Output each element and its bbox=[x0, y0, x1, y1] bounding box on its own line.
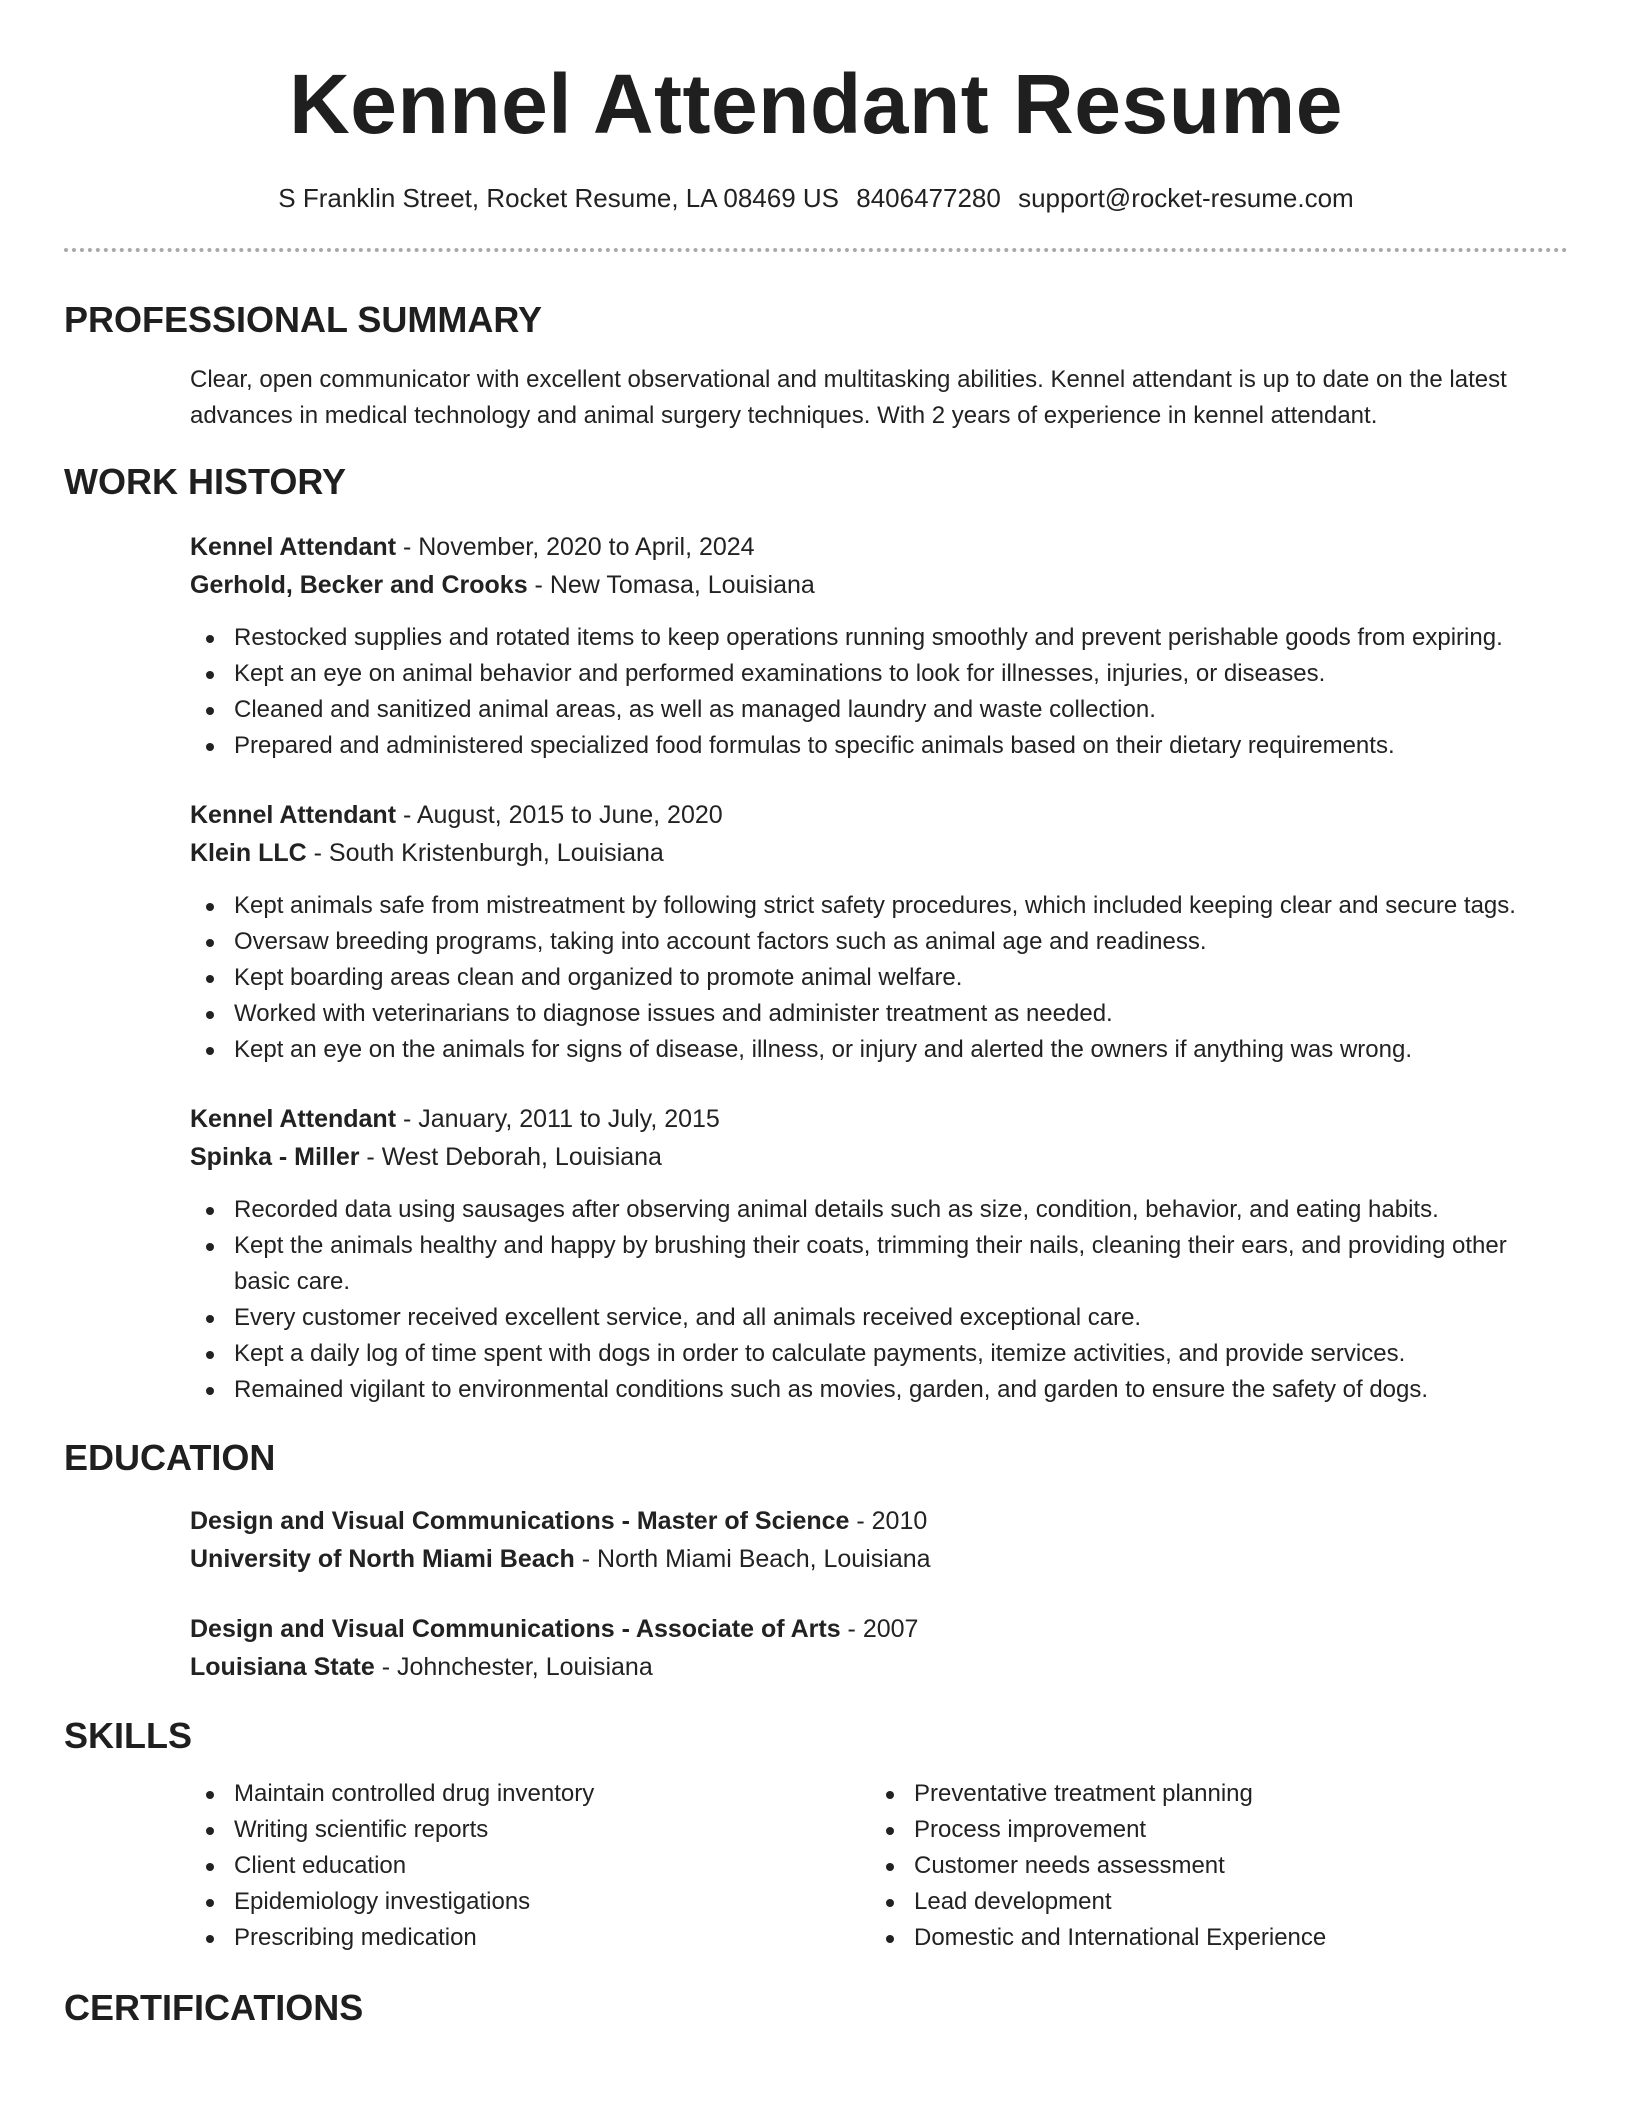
header-divider bbox=[64, 248, 1568, 252]
job-bullets bbox=[190, 620, 1568, 764]
skills-grid bbox=[190, 1776, 1568, 1956]
degree-line bbox=[190, 1610, 1568, 1648]
list-item: Kept an eye on the animals for signs of disease, illness, or injury and alerted the owners if anything was wrong. bbox=[190, 1032, 1568, 1068]
list-item: Recorded data using sausages after observing animal details such as size, condition, behavior, and eating habits. bbox=[190, 1192, 1568, 1228]
certifications-heading: CERTIFICATIONS bbox=[64, 1987, 364, 2028]
education-entry bbox=[190, 1610, 1568, 1686]
job-company: Klein LLC bbox=[190, 839, 307, 867]
job-dates: - January, 2011 to July, 2015 bbox=[396, 1105, 720, 1133]
job-bullets bbox=[190, 1192, 1568, 1408]
work-history-heading: WORK HISTORY bbox=[64, 461, 347, 502]
skill-item: Domestic and International Experience bbox=[870, 1920, 1550, 1956]
skill-item: Client education bbox=[190, 1848, 870, 1884]
school: University of North Miami Beach bbox=[190, 1545, 575, 1573]
skill-item: Preventative treatment planning bbox=[870, 1776, 1550, 1812]
contact-line bbox=[64, 178, 1568, 218]
school-line bbox=[190, 1648, 1568, 1686]
job-title-line bbox=[190, 796, 1568, 834]
list-item: Every customer received excellent service, and all animals received exceptional care. bbox=[190, 1300, 1568, 1336]
education-heading: EDUCATION bbox=[64, 1437, 276, 1478]
list-item: Kept a daily log of time spent with dogs in order to calculate payments, itemize activities, and provide services. bbox=[190, 1336, 1568, 1372]
degree-year: - 2010 bbox=[849, 1507, 928, 1535]
list-item: Kept animals safe from mistreatment by following strict safety procedures, which included keeping clear and secure tags. bbox=[190, 888, 1568, 924]
degree-year: - 2007 bbox=[840, 1615, 919, 1643]
degree: Design and Visual Communications - Master of Science bbox=[190, 1507, 850, 1535]
job-entry bbox=[190, 1100, 1568, 1408]
job-title: Kennel Attendant bbox=[190, 1105, 397, 1133]
school-location: - North Miami Beach, Louisiana bbox=[574, 1545, 931, 1573]
job-company-line bbox=[190, 566, 1568, 604]
job-company-line bbox=[190, 1138, 1568, 1176]
school-location: - Johnchester, Louisiana bbox=[374, 1653, 653, 1681]
skill-item: Epidemiology investigations bbox=[190, 1884, 870, 1920]
list-item: Kept boarding areas clean and organized to promote animal welfare. bbox=[190, 960, 1568, 996]
job-dates: - August, 2015 to June, 2020 bbox=[396, 801, 723, 829]
skill-item: Maintain controlled drug inventory bbox=[190, 1776, 870, 1812]
list-item: Oversaw breeding programs, taking into account factors such as animal age and readiness. bbox=[190, 924, 1568, 960]
skills-column-left bbox=[190, 1776, 870, 1956]
list-item: Kept an eye on animal behavior and performed examinations to look for illnesses, injuries, or diseases. bbox=[190, 656, 1568, 692]
job-location: - New Tomasa, Louisiana bbox=[527, 571, 815, 599]
job-location: - West Deborah, Louisiana bbox=[359, 1143, 662, 1171]
list-item: Worked with veterinarians to diagnose issues and administer treatment as needed. bbox=[190, 996, 1568, 1032]
skill-item: Lead development bbox=[870, 1884, 1550, 1920]
degree: Design and Visual Communications - Associate of Arts bbox=[190, 1615, 841, 1643]
resume-title: Kennel Attendant Resume bbox=[289, 57, 1343, 151]
skills-heading: SKILLS bbox=[64, 1715, 193, 1756]
list-item: Restocked supplies and rotated items to keep operations running smoothly and prevent perishable goods from expiring. bbox=[190, 620, 1568, 656]
job-title: Kennel Attendant bbox=[190, 801, 397, 829]
resume-page bbox=[64, 0, 1568, 2030]
summary-text: Clear, open communicator with excellent observational and multitasking abilities. Kennel attendant is up to date on the latest advances in medical technology and animal surgery techniques. With 2 years of experience in kennel attendant. bbox=[190, 366, 1507, 429]
contact-email: support@rocket-resume.com bbox=[1018, 183, 1354, 213]
job-title-line bbox=[190, 528, 1568, 566]
job-location: - South Kristenburgh, Louisiana bbox=[306, 839, 664, 867]
list-item: Cleaned and sanitized animal areas, as well as managed laundry and waste collection. bbox=[190, 692, 1568, 728]
job-entry bbox=[190, 796, 1568, 1068]
job-entry bbox=[190, 528, 1568, 764]
job-title: Kennel Attendant bbox=[190, 533, 397, 561]
job-bullets bbox=[190, 888, 1568, 1068]
education-entry bbox=[190, 1502, 1568, 1578]
list-item: Prepared and administered specialized food formulas to specific animals based on their dietary requirements. bbox=[190, 728, 1568, 764]
summary-heading: PROFESSIONAL SUMMARY bbox=[64, 299, 543, 340]
school: Louisiana State bbox=[190, 1653, 375, 1681]
contact-address: S Franklin Street, Rocket Resume, LA 08469 US bbox=[278, 183, 839, 213]
job-title-line bbox=[190, 1100, 1568, 1138]
skill-item: Process improvement bbox=[870, 1812, 1550, 1848]
contact-phone: 8406477280 bbox=[856, 183, 1001, 213]
degree-line bbox=[190, 1502, 1568, 1540]
job-company: Gerhold, Becker and Crooks bbox=[190, 571, 528, 599]
list-item: Remained vigilant to environmental conditions such as movies, garden, and garden to ensure the safety of dogs. bbox=[190, 1372, 1568, 1408]
skill-item: Customer needs assessment bbox=[870, 1848, 1550, 1884]
job-dates: - November, 2020 to April, 2024 bbox=[396, 533, 755, 561]
skill-item: Prescribing medication bbox=[190, 1920, 870, 1956]
school-line bbox=[190, 1540, 1568, 1578]
job-company: Spinka - Miller bbox=[190, 1143, 360, 1171]
job-company-line bbox=[190, 834, 1568, 872]
list-item: Kept the animals healthy and happy by brushing their coats, trimming their nails, cleaning their ears, and providing other basic care. bbox=[190, 1228, 1568, 1300]
skill-item: Writing scientific reports bbox=[190, 1812, 870, 1848]
skills-column-right bbox=[870, 1776, 1550, 1956]
